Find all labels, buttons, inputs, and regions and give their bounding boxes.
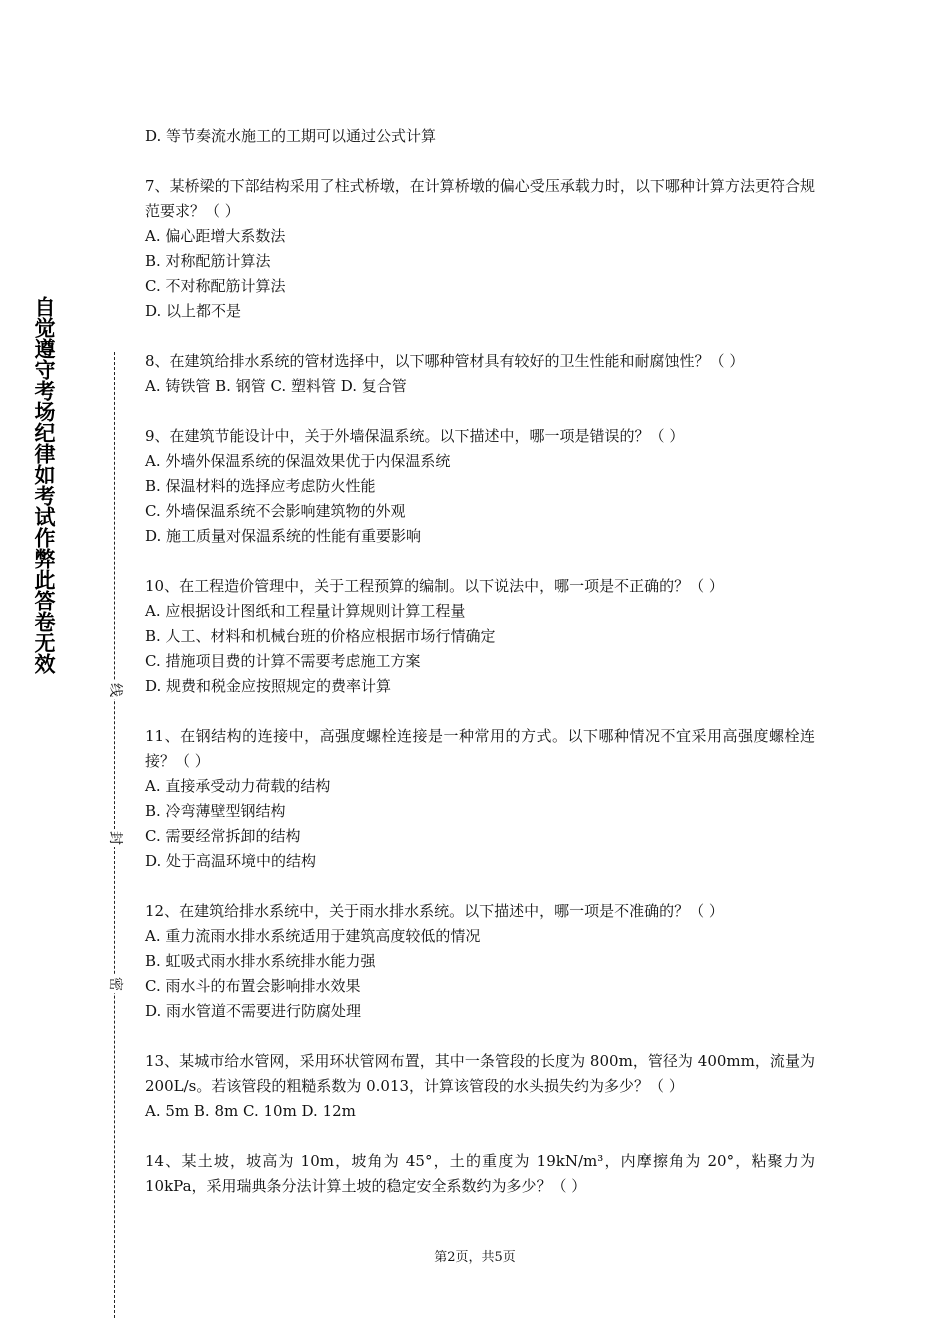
option-c: C. 不对称配筋计算法: [145, 277, 286, 295]
option-b: B. 对称配筋计算法: [145, 252, 271, 270]
option: D. 等节奏流水施工的工期可以通过公式计算: [145, 127, 437, 145]
option-a: A. 重力流雨水排水系统适用于建筑高度较低的情况: [145, 927, 481, 945]
question-stem: 12、在建筑给排水系统中，关于雨水排水系统。以下描述中，哪一项是不准确的？（ ）: [145, 902, 724, 920]
option-b: B. 冷弯薄壁型钢结构: [145, 802, 286, 820]
question-10: [145, 574, 815, 699]
option-c: C. 措施项目费的计算不需要考虑施工方案: [145, 652, 421, 670]
option-c: C. 雨水斗的布置会影响排水效果: [145, 977, 361, 995]
options-inline: A. 5m B. 8m C. 10m D. 12m: [145, 1102, 356, 1120]
option-c: C. 外墙保温系统不会影响建筑物的外观: [145, 502, 406, 520]
option-d: D. 规费和税金应按照规定的费率计算: [145, 677, 392, 695]
option-a: A. 直接承受动力荷载的结构: [145, 777, 331, 795]
option-a: A. 外墙外保温系统的保温效果优于内保温系统: [145, 452, 451, 470]
question-12: [145, 899, 815, 1024]
option-a: A. 应根据设计图纸和工程量计算规则计算工程量: [145, 602, 466, 620]
question-stem: 13、某城市给水管网，采用环状管网布置，其中一条管段的长度为 800m，管径为 400mm，流量为 200L/s。若该管段的粗糙系数为 0.013，计算该管段的水头损失约为多少？（ ）: [145, 1052, 815, 1095]
option-d: D. 雨水管道不需要进行防腐处理: [145, 1002, 362, 1020]
question-8: [145, 349, 815, 399]
question-stem: 14、某土坡，坡高为 10m，坡角为 45°，土的重度为 19kN/m³，内摩擦角为 20°，粘聚力为 10kPa，采用瑞典条分法计算土坡的稳定安全系数约为多少？（ ）: [145, 1152, 815, 1195]
question-stem: 11、在钢结构的连接中，高强度螺栓连接是一种常用的方式。以下哪种情况不宜采用高强度螺栓连接？（ ）: [145, 727, 815, 770]
question-14: [145, 1149, 815, 1199]
question-11: [145, 724, 815, 874]
binding-mark-seal: 封: [107, 831, 123, 845]
question-9: [145, 424, 815, 549]
option-b: B. 虹吸式雨水排水系统排水能力强: [145, 952, 376, 970]
option-d: D. 以上都不是: [145, 302, 242, 320]
binding-mark-secret: 密: [107, 977, 123, 991]
binding-mark-line: 线: [107, 683, 123, 697]
options-inline: A. 铸铁管 B. 钢管 C. 塑料管 D. 复合管: [145, 377, 407, 395]
question-13: [145, 1049, 815, 1124]
question-stem: 8、在建筑给排水系统的管材选择中，以下哪种管材具有较好的卫生性能和耐腐蚀性？（ ）: [145, 352, 745, 370]
option-d: D. 处于高温环境中的结构: [145, 852, 317, 870]
question-stem: 7、某桥梁的下部结构采用了柱式桥墩，在计算桥墩的偏心受压承载力时，以下哪种计算方法更符合规范要求？（ ）: [145, 177, 815, 220]
option-b: B. 保温材料的选择应考虑防火性能: [145, 477, 376, 495]
option-b: B. 人工、材料和机械台班的价格应根据市场行情确定: [145, 627, 496, 645]
page-number: 第2页，共5页: [434, 1250, 516, 1265]
question-7: [145, 174, 815, 324]
question-stem: 10、在工程造价管理中，关于工程预算的编制。以下说法中，哪一项是不正确的？（ ）: [145, 577, 724, 595]
option-a: A. 偏心距增大系数法: [145, 227, 286, 245]
question-stem: 9、在建筑节能设计中，关于外墙保温系统。以下描述中，哪一项是错误的？（ ）: [145, 427, 685, 445]
previous-question-tail: [145, 124, 815, 149]
exam-discipline-notice: 自觉遵守考场纪律如考试作弊此答卷无效: [32, 296, 56, 674]
question-list: [145, 124, 815, 1224]
option-d: D. 施工质量对保温系统的性能有重要影响: [145, 527, 422, 545]
option-c: C. 需要经常拆卸的结构: [145, 827, 301, 845]
